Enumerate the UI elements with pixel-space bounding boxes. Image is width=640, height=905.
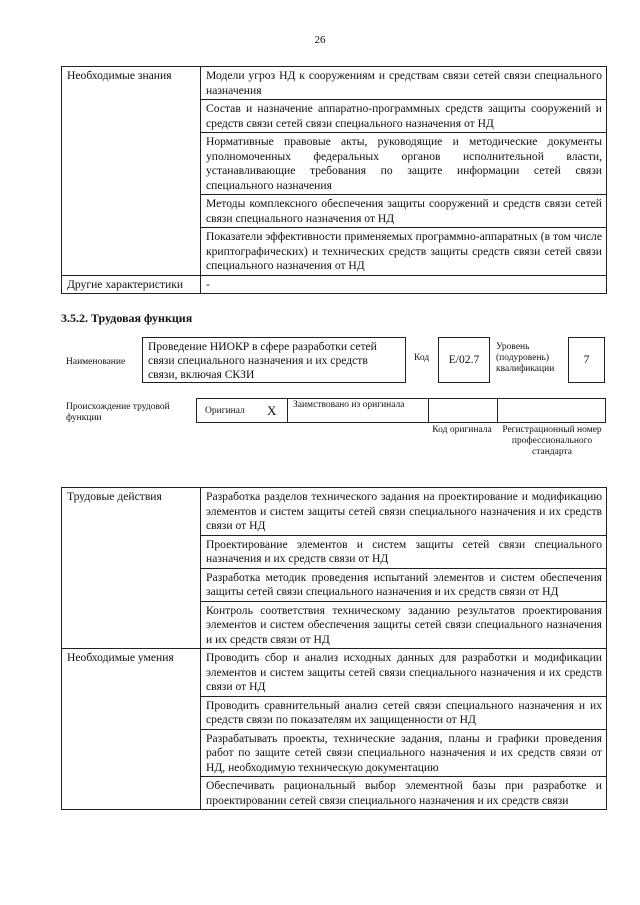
row-label-other: Другие характеристики bbox=[62, 275, 201, 294]
code-label: Код bbox=[414, 353, 430, 363]
skill-item: Обеспечивать рациональный выбор элементной базы при разработке и проектировании сетей связи специального назначения и их средств связи bbox=[201, 777, 607, 810]
original-mark: X bbox=[267, 403, 277, 418]
section-title: 3.5.2. Трудовая функция bbox=[61, 311, 193, 325]
actions-table bbox=[61, 487, 607, 810]
level-value: 7 bbox=[568, 337, 605, 383]
action-item: Проектирование элементов и систем защиты сетей связи специального назначения и их средств связи от НД bbox=[201, 535, 607, 568]
action-item: Разработка методик проведения испытаний элементов и систем обеспечения защиты сетей связи специального назначения и их средств связи от НД bbox=[201, 568, 607, 601]
table-row bbox=[62, 67, 607, 100]
knowledge-item: Модели угроз НД к сооружениям и средствам связи сетей связи специального назначения bbox=[201, 67, 607, 100]
skill-item: Проводить сравнительный анализ сетей связи специального назначения и их средств связи по показателям их защищенности от НД bbox=[201, 696, 607, 729]
divider bbox=[497, 399, 498, 423]
table-row bbox=[62, 649, 607, 697]
other-item: - bbox=[201, 275, 607, 294]
row-label-actions: Трудовые действия bbox=[62, 488, 201, 649]
knowledge-table bbox=[61, 66, 607, 294]
table-row bbox=[62, 275, 607, 294]
origin-box bbox=[196, 398, 606, 423]
knowledge-item: Методы комплексного обеспечения защиты сооружений и средств связи сетей связи специального назначения от НД bbox=[201, 195, 607, 228]
knowledge-item: Состав и назначение аппаратно-программных средств защиты сооружений и средств связи сетей связи специального назначения от НД bbox=[201, 100, 607, 133]
origin-label: Происхождение трудовой функции bbox=[66, 402, 170, 423]
table-row bbox=[62, 488, 607, 536]
divider bbox=[287, 399, 288, 423]
action-item: Контроль соответствия техническому заданию результатов проектирования элементов и систем обеспечения защиты сетей связи специального назначения и их средств связи от НД bbox=[201, 601, 607, 649]
level-label: Уровень (подуровень) квалификации bbox=[496, 342, 555, 374]
page-number: 26 bbox=[314, 34, 326, 46]
knowledge-item: Показатели эффективности применяемых программно-аппаратных (в том числе криптографических) и технических средств защиты средств связи сетей связи специального назначения от НД bbox=[201, 228, 607, 276]
name-label: Наименование bbox=[66, 357, 126, 367]
divider bbox=[428, 399, 429, 423]
skill-item: Проводить сбор и анализ исходных данных для разработки и модификации элементов и систем защиты сетей связи специального назначения и их средств связи от НД bbox=[201, 649, 607, 697]
function-code: E/02.7 bbox=[438, 337, 490, 383]
code-caption: Код оригинала bbox=[432, 425, 492, 435]
row-label-skills: Необходимые умения bbox=[62, 649, 201, 810]
original-label: Оригинал bbox=[205, 406, 245, 416]
function-name: Проведение НИОКР в сфере разработки сетей связи специального назначения и их средств связи, включая СКЗИ bbox=[142, 337, 406, 383]
row-label-knowledge: Необходимые знания bbox=[62, 67, 201, 276]
skill-item: Разрабатывать проекты, технические задания, планы и графики проведения работ по защите сетей связи специального назначения и их средств связи от НД, необходимую техническую документацию bbox=[201, 729, 607, 777]
reg-caption: Регистрационный номер профессионального стандарта bbox=[502, 425, 602, 457]
knowledge-item: Нормативные правовые акты, руководящие и методические документы уполномоченных федеральных органов исполнительной власти, устанавливающие требования по защите информации сетей связи специального назначения bbox=[201, 133, 607, 195]
action-item: Разработка разделов технического задания на проектирование и модификацию элементов и систем защиты сетей связи специального назначения и их средств связи от НД bbox=[201, 488, 607, 536]
borrowed-label: Заимствовано из оригинала bbox=[293, 400, 405, 410]
